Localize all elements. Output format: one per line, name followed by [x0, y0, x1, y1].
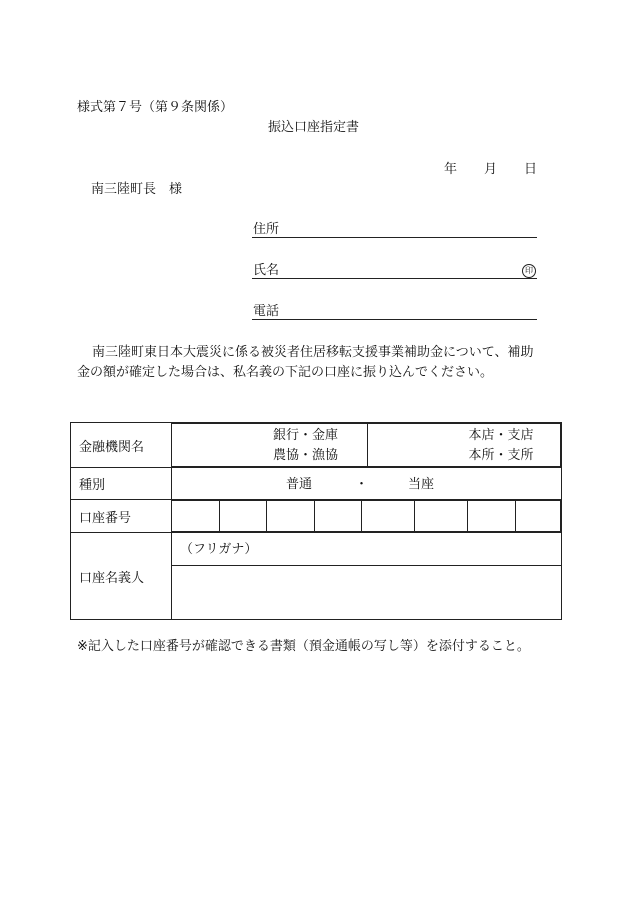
account-digit-box[interactable]	[467, 501, 515, 532]
addressee: 南三陸町長 様	[91, 182, 183, 197]
address-label: 住所	[253, 222, 280, 237]
name-field[interactable]	[252, 278, 537, 279]
account-digit-box[interactable]	[515, 501, 561, 532]
institution-cell[interactable]	[172, 423, 562, 468]
kind-ordinary[interactable]: 普通	[286, 477, 313, 492]
account-digit-box[interactable]	[414, 501, 467, 532]
address-field[interactable]	[252, 237, 537, 238]
account-digit-box[interactable]	[361, 501, 414, 532]
account-digit-box[interactable]	[314, 501, 361, 532]
seal-mark: 印	[522, 264, 536, 278]
account-digit-box[interactable]	[219, 501, 266, 532]
account-digit-box[interactable]	[172, 501, 219, 532]
date-day-label: 日	[524, 162, 538, 177]
institution-label: 金融機関名	[71, 423, 172, 468]
phone-field[interactable]	[252, 319, 537, 320]
date-month-label: 月	[484, 162, 498, 177]
bank-type-1: 銀行・金庫	[273, 428, 339, 443]
account-number-cell	[172, 500, 562, 533]
page-title: 振込口座指定書	[268, 120, 360, 135]
branch-type-1: 本店・支店	[468, 428, 534, 443]
furigana-row[interactable]	[172, 533, 561, 566]
attachment-note: ※記入した口座番号が確認できる書類（預金通帳の写し等）を添付すること。	[77, 639, 530, 654]
account-number-label: 口座番号	[71, 500, 172, 533]
kind-separator: ・	[355, 477, 369, 492]
branch-type-2: 本所・支所	[468, 448, 534, 463]
name-label: 氏名	[253, 263, 280, 278]
holder-name-field[interactable]	[172, 566, 561, 619]
holder-cell	[172, 533, 562, 620]
bank-account-table	[70, 422, 562, 620]
branch-name-cell[interactable]	[367, 424, 561, 467]
kind-label: 種別	[71, 468, 172, 500]
body-text-line-2: 金の額が確定した場合は、私名義の下記の口座に振り込んでください。	[77, 365, 494, 380]
body-text-line-1: 南三陸町東日本大震災に係る被災者住居移転支援事業補助金について、補助	[92, 345, 534, 360]
bank-name-cell[interactable]	[172, 424, 367, 467]
furigana-label: （フリガナ）	[180, 542, 258, 557]
institution-split	[172, 423, 561, 467]
bank-type-2: 農協・漁協	[273, 448, 339, 463]
account-digit-box[interactable]	[266, 501, 314, 532]
date-year-label: 年	[444, 162, 458, 177]
form-number: 様式第７号（第９条関係）	[77, 100, 234, 115]
kind-cell[interactable]	[172, 468, 562, 500]
account-number-digits	[172, 500, 561, 532]
phone-label: 電話	[253, 304, 280, 319]
holder-label: 口座名義人	[71, 533, 172, 620]
kind-current[interactable]: 当座	[408, 477, 435, 492]
